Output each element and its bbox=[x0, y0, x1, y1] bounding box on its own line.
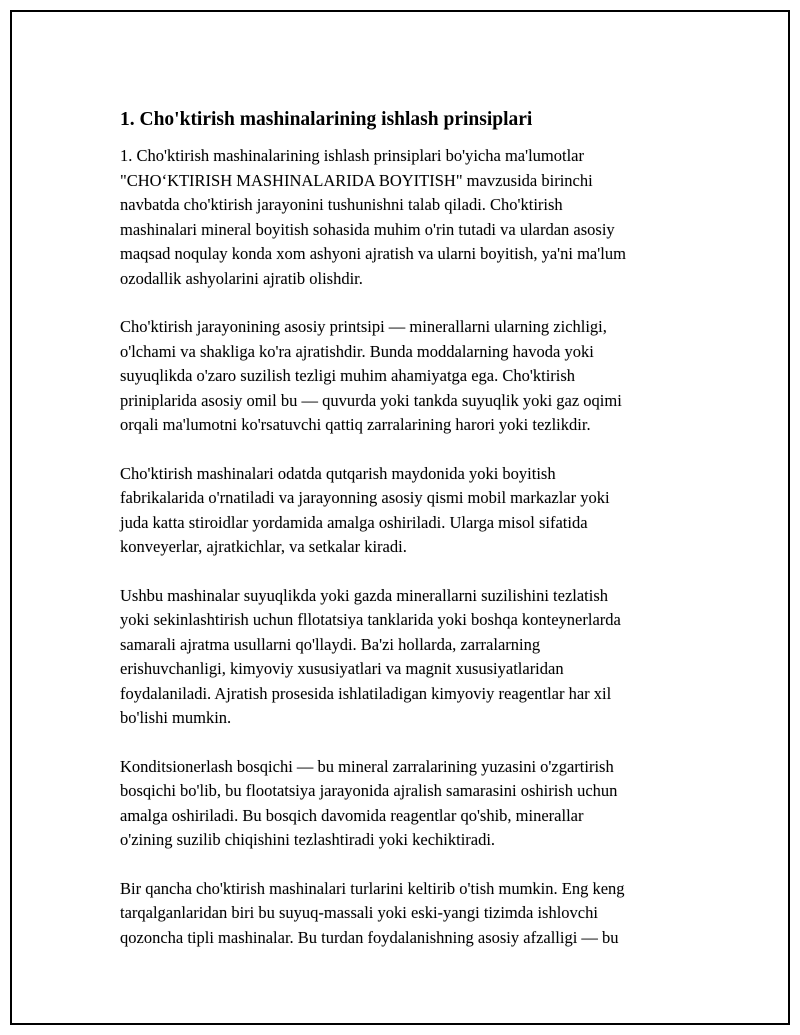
text-line: o'zining suzilib chiqishini tezlashtiradi yoki kechiktiradi. bbox=[120, 830, 496, 849]
text-line: bo'lishi mumkin. bbox=[120, 708, 232, 727]
text-line: 1. Cho'ktirish mashinalarining ishlash prinsiplari bo'yicha ma'lumotlar bbox=[120, 146, 584, 165]
text-line: mashinalari mineral boyitish sohasida muhim o'rin tutadi va ulardan asosiy bbox=[120, 219, 615, 239]
page-title: 1. Cho'ktirish mashinalarining ishlash prinsiplari bbox=[120, 109, 533, 130]
text-line: priniplarida asosiy omil bu — quvurda yoki tankda suyuqlik yoki gaz oqimi bbox=[120, 390, 622, 410]
text-line: o'lchami va shakliga ko'ra ajratishdir. Bunda moddalarning havoda yoki bbox=[120, 341, 594, 361]
text-line: Bir qancha cho'ktirish mashinalari turlarini keltirib o'tish mumkin. Eng keng bbox=[120, 878, 625, 898]
document-body bbox=[120, 108, 696, 974]
text-line: qozoncha tipli mashinalar. Bu turdan foydalanishning asosiy afzalligi — bu bbox=[120, 927, 619, 947]
text-line: "CHO‘KTIRISH MASHINALARIDA BOYITISH" mavzusida birinchi bbox=[120, 170, 593, 190]
paragraph-4 bbox=[120, 584, 696, 731]
page-frame bbox=[10, 10, 790, 1025]
text-line: ozodallik ashyolarini ajratib olishdir. bbox=[120, 268, 363, 288]
text-line: orqali ma'lumotni ko'rsatuvchi qattiq zarralarining harori yoki tezlikdir. bbox=[120, 415, 591, 434]
paragraph-3 bbox=[120, 462, 696, 560]
text-line: amalga oshiriladi. Bu bosqich davomida reagentlar qo'shib, minerallar bbox=[120, 805, 584, 825]
text-line: samarali ajratma usullarni qo'llaydi. Ba'zi hollarda, zarralarning bbox=[120, 634, 541, 654]
text-line: konveyerlar, ajratkichlar, va setkalar kiradi. bbox=[120, 537, 407, 556]
text-line: navbatda cho'ktirish jarayonini tushunishni talab qiladi. Cho'ktirish bbox=[120, 195, 563, 214]
paragraph-5 bbox=[120, 755, 696, 853]
text-line: suyuqlikda o'zaro suzilish tezligi muhim ahamiyatga ega. Cho'ktirish bbox=[120, 366, 576, 385]
text-line: bosqichi bo'lib, bu flootatsiya jarayonida ajralish samarasini oshirish uchun bbox=[120, 781, 618, 800]
text-line: juda katta stiroidlar yordamida amalga oshiriladi. Ularga misol sifatida bbox=[120, 512, 588, 532]
paragraph-6 bbox=[120, 877, 696, 951]
text-line: foydalaniladi. Ajratish prosesida ishlatiladigan kimyoviy reagentlar har xil bbox=[120, 683, 612, 703]
text-line: Cho'ktirish jarayonining asosiy printsipi — minerallarni ularning zichligi, bbox=[120, 317, 607, 336]
text-line: maqsad noqulay konda xom ashyoni ajratish va ularni boyitish, ya'ni ma'lum bbox=[120, 244, 626, 263]
text-line: Konditsionerlash bosqichi — bu mineral zarralarining yuzasini o'zgartirish bbox=[120, 756, 614, 776]
text-line: Ushbu mashinalar suyuqlikda yoki gazda minerallarni suzilishini tezlatish bbox=[120, 585, 609, 605]
text-line: Cho'ktirish mashinalari odatda qutqarish maydonida yoki boyitish bbox=[120, 463, 556, 483]
paragraph-2 bbox=[120, 315, 696, 438]
text-line: yoki sekinlashtirish uchun fllotatsiya tanklarida yoki boshqa konteynerlarda bbox=[120, 610, 621, 629]
text-line: tarqalganlaridan biri bu suyuq-massali yoki eski-yangi tizimda ishlovchi bbox=[120, 903, 598, 922]
text-line: erishuvchanligi, kimyoviy xususiyatlari va magnit xususiyatlaridan bbox=[120, 659, 564, 678]
paragraph-1 bbox=[120, 144, 696, 291]
text-line: fabrikalarida o'rnatiladi va jarayonning asosiy qismi mobil markazlar yoki bbox=[120, 488, 610, 507]
